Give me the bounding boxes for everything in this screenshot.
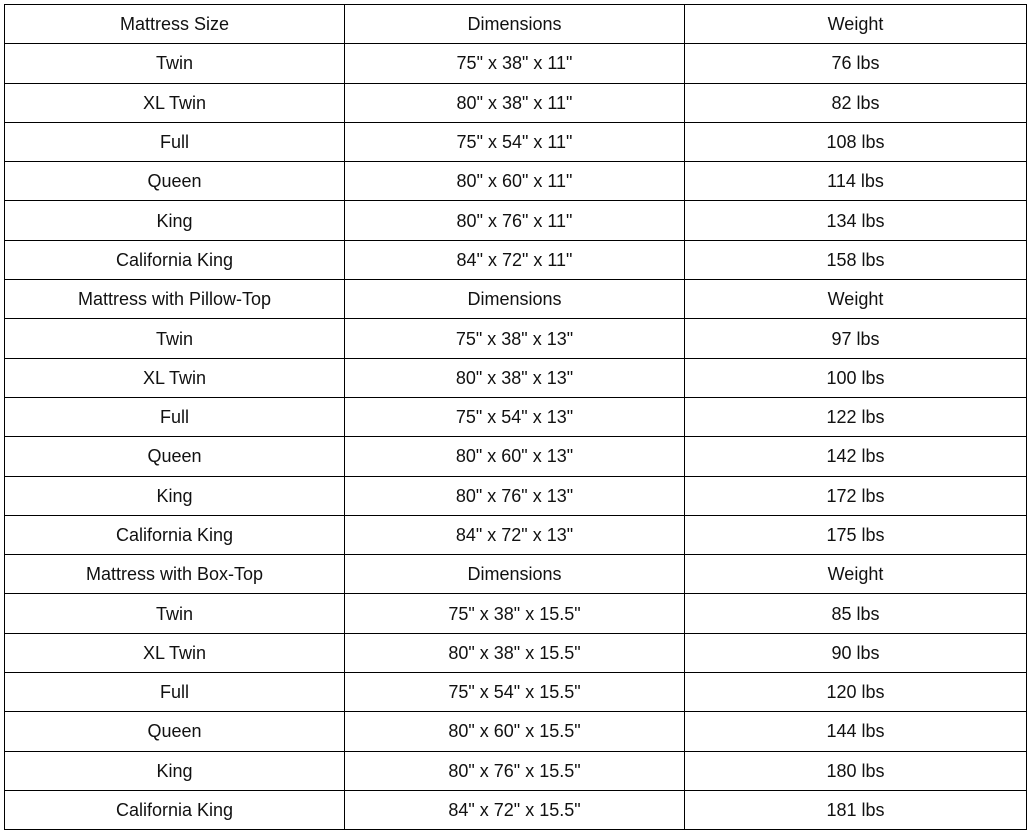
dimensions-cell: 75" x 54" x 11" bbox=[345, 122, 685, 161]
table-row bbox=[5, 673, 1027, 712]
column-header-dimensions: Dimensions bbox=[345, 5, 685, 44]
table-row bbox=[5, 240, 1027, 279]
table-row bbox=[5, 83, 1027, 122]
size-cell: Queen bbox=[5, 712, 345, 751]
weight-cell: 142 lbs bbox=[685, 437, 1027, 476]
weight-cell: 114 lbs bbox=[685, 162, 1027, 201]
column-header-size: Mattress Size bbox=[5, 5, 345, 44]
weight-cell: 90 lbs bbox=[685, 633, 1027, 672]
dimensions-cell: 84" x 72" x 15.5" bbox=[345, 790, 685, 829]
size-cell: California King bbox=[5, 790, 345, 829]
weight-cell: 172 lbs bbox=[685, 476, 1027, 515]
dimensions-cell: 75" x 38" x 11" bbox=[345, 44, 685, 83]
table-row bbox=[5, 122, 1027, 161]
table-row bbox=[5, 201, 1027, 240]
column-header-dimensions: Dimensions bbox=[345, 555, 685, 594]
table-row bbox=[5, 437, 1027, 476]
dimensions-cell: 80" x 76" x 11" bbox=[345, 201, 685, 240]
table-row bbox=[5, 751, 1027, 790]
size-cell: Twin bbox=[5, 319, 345, 358]
size-cell: California King bbox=[5, 515, 345, 554]
table-row bbox=[5, 397, 1027, 436]
size-cell: XL Twin bbox=[5, 83, 345, 122]
size-cell: Full bbox=[5, 122, 345, 161]
table-row bbox=[5, 358, 1027, 397]
table-row bbox=[5, 515, 1027, 554]
dimensions-cell: 84" x 72" x 13" bbox=[345, 515, 685, 554]
column-header-dimensions: Dimensions bbox=[345, 280, 685, 319]
weight-cell: 97 lbs bbox=[685, 319, 1027, 358]
size-cell: King bbox=[5, 476, 345, 515]
table-row bbox=[5, 162, 1027, 201]
weight-cell: 100 lbs bbox=[685, 358, 1027, 397]
dimensions-cell: 80" x 38" x 13" bbox=[345, 358, 685, 397]
table-row bbox=[5, 476, 1027, 515]
column-header-size: Mattress with Box-Top bbox=[5, 555, 345, 594]
table-row bbox=[5, 633, 1027, 672]
size-cell: Full bbox=[5, 397, 345, 436]
weight-cell: 108 lbs bbox=[685, 122, 1027, 161]
dimensions-cell: 75" x 38" x 13" bbox=[345, 319, 685, 358]
column-header-size: Mattress with Pillow-Top bbox=[5, 280, 345, 319]
dimensions-cell: 80" x 76" x 15.5" bbox=[345, 751, 685, 790]
weight-cell: 76 lbs bbox=[685, 44, 1027, 83]
weight-cell: 120 lbs bbox=[685, 673, 1027, 712]
weight-cell: 158 lbs bbox=[685, 240, 1027, 279]
table-row bbox=[5, 44, 1027, 83]
size-cell: Queen bbox=[5, 162, 345, 201]
dimensions-cell: 75" x 54" x 15.5" bbox=[345, 673, 685, 712]
section-header-row bbox=[5, 280, 1027, 319]
dimensions-cell: 75" x 38" x 15.5" bbox=[345, 594, 685, 633]
weight-cell: 144 lbs bbox=[685, 712, 1027, 751]
size-cell: Twin bbox=[5, 594, 345, 633]
size-cell: California King bbox=[5, 240, 345, 279]
weight-cell: 82 lbs bbox=[685, 83, 1027, 122]
column-header-weight: Weight bbox=[685, 280, 1027, 319]
dimensions-cell: 80" x 60" x 11" bbox=[345, 162, 685, 201]
size-cell: Queen bbox=[5, 437, 345, 476]
table-row bbox=[5, 594, 1027, 633]
weight-cell: 122 lbs bbox=[685, 397, 1027, 436]
table-row bbox=[5, 790, 1027, 829]
dimensions-cell: 80" x 38" x 15.5" bbox=[345, 633, 685, 672]
weight-cell: 181 lbs bbox=[685, 790, 1027, 829]
dimensions-cell: 84" x 72" x 11" bbox=[345, 240, 685, 279]
dimensions-cell: 80" x 60" x 13" bbox=[345, 437, 685, 476]
size-cell: King bbox=[5, 751, 345, 790]
size-cell: XL Twin bbox=[5, 358, 345, 397]
table-row bbox=[5, 712, 1027, 751]
column-header-weight: Weight bbox=[685, 555, 1027, 594]
dimensions-cell: 80" x 60" x 15.5" bbox=[345, 712, 685, 751]
mattress-size-table bbox=[4, 4, 1027, 830]
size-cell: XL Twin bbox=[5, 633, 345, 672]
section-header-row bbox=[5, 5, 1027, 44]
dimensions-cell: 80" x 76" x 13" bbox=[345, 476, 685, 515]
weight-cell: 180 lbs bbox=[685, 751, 1027, 790]
dimensions-cell: 80" x 38" x 11" bbox=[345, 83, 685, 122]
weight-cell: 134 lbs bbox=[685, 201, 1027, 240]
table-row bbox=[5, 319, 1027, 358]
weight-cell: 175 lbs bbox=[685, 515, 1027, 554]
weight-cell: 85 lbs bbox=[685, 594, 1027, 633]
size-cell: Full bbox=[5, 673, 345, 712]
section-header-row bbox=[5, 555, 1027, 594]
size-cell: Twin bbox=[5, 44, 345, 83]
size-cell: King bbox=[5, 201, 345, 240]
dimensions-cell: 75" x 54" x 13" bbox=[345, 397, 685, 436]
table-body bbox=[5, 5, 1027, 830]
column-header-weight: Weight bbox=[685, 5, 1027, 44]
